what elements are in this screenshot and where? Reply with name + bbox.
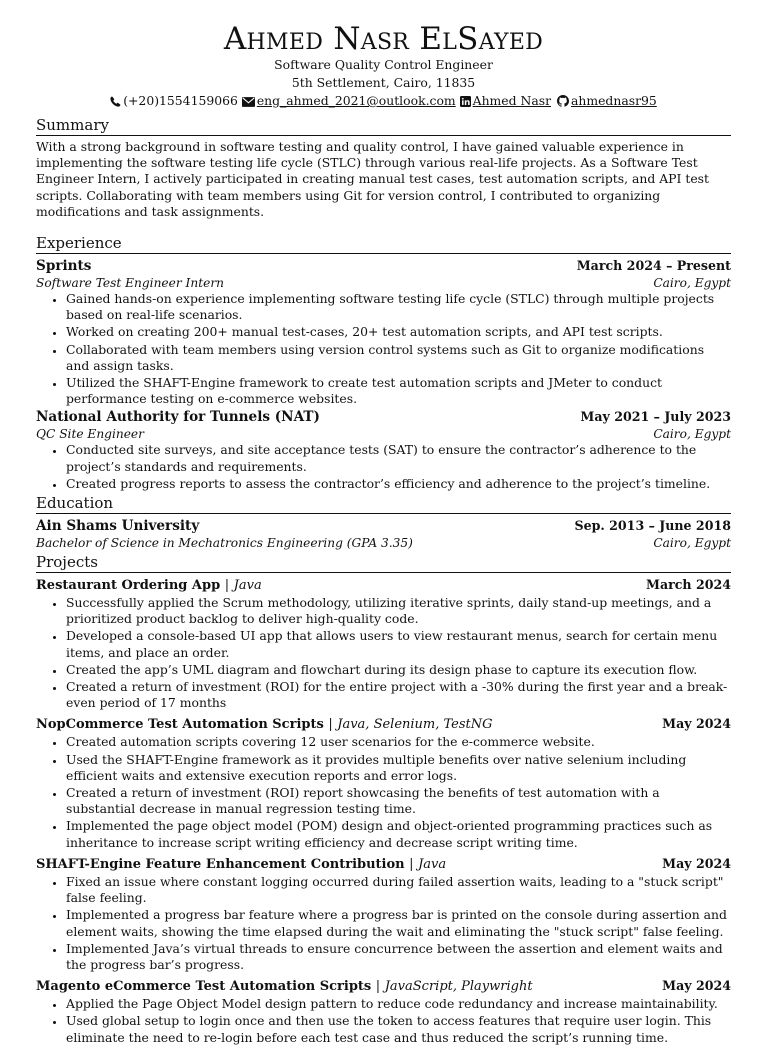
bullet-item: • Implemented a progress bar feature where a progress bar is printed on the console during assertion and element waits, showing the time elapsed during the wait and eliminating the "stuck script" false feeling. bbox=[66, 907, 731, 939]
github-link[interactable]: ahmednasr95 bbox=[570, 93, 657, 108]
job-location: Cairo, Egypt bbox=[653, 427, 731, 442]
school-name: Ain Shams University bbox=[36, 518, 200, 535]
education-entry bbox=[36, 517, 731, 551]
project-tech: Java, Selenium, TestNG bbox=[337, 717, 493, 733]
project-bullets bbox=[36, 734, 731, 850]
bullet-item: • Created automation scripts covering 12 user scenarios for the e-commerce website. bbox=[66, 734, 731, 750]
bullet-item: • Collaborated with team members using version control systems such as Git to organize modifications and assign tasks. bbox=[66, 342, 731, 374]
job-role: Software Test Engineer Intern bbox=[36, 276, 224, 291]
project-bullets bbox=[36, 874, 731, 973]
company-name: National Authority for Tunnels (NAT) bbox=[36, 409, 320, 426]
phone-item bbox=[110, 93, 242, 108]
bullet-item: • Fixed an issue where constant logging occurred during failed assertion waits, leading to a "stuck script" false feeling. bbox=[66, 874, 731, 906]
linkedin-item[interactable] bbox=[460, 93, 555, 108]
summary-text: With a strong background in software testing and quality control, I have gained valuable experience in implementing the software testing life cycle (STLC) through various real-life projects. As a Software Test Engineer Intern, I actively participated in creating manual test cases, test automation scripts, and API test scripts. Collaborating with team members using Git for version control, I contributed to organizing modifications and task assignments. bbox=[36, 139, 709, 219]
project-entry: Restaurant Ordering App | Java March 2024 • Successfully applied the Scrum methodology, utilizing iterative sprints, daily stand-up meetings, and a prioritized product backlog to deliver high-quality code. • Developed a console-based UI app that allows users to view restaurant menus, search for certain menu items, and place an order. • Created the app’s UML diagram and flowchart during its design phase to capture its execution flow. • Created a return of investment (ROI) for the entire project with a -30% during the first year and a break-even period of 17 months bbox=[36, 577, 731, 711]
job-title: Software Quality Control Engineer bbox=[274, 57, 493, 72]
resume-page bbox=[36, 0, 731, 1047]
job-bullets bbox=[36, 291, 731, 407]
candidate-name: Ahmed Nasr ElSayed bbox=[223, 21, 544, 57]
bullet-item: • Applied the Page Object Model design pattern to reduce code redundancy and increase maintainability. bbox=[66, 996, 731, 1012]
job-bullets bbox=[36, 442, 731, 492]
address: 5th Settlement, Cairo, 11835 bbox=[291, 75, 476, 90]
summary-heading: Summary bbox=[36, 116, 731, 136]
bullet-item: • Successfully applied the Scrum methodology, utilizing iterative sprints, daily stand-up meetings, and a prioritized product backlog to deliver high-quality code. bbox=[66, 595, 731, 627]
job-dates: March 2024 – Present bbox=[576, 258, 731, 274]
project-bullets bbox=[36, 996, 731, 1046]
project-tech: Java bbox=[418, 856, 447, 872]
bullet-item: • Created a return of investment (ROI) report showcasing the benefits of test automation with a substantial decrease in manual regression testing time. bbox=[66, 785, 731, 817]
project-name: Restaurant Ordering App bbox=[36, 578, 221, 594]
bullet-item: • Created a return of investment (ROI) for the entire project with a -30% during the first year and a break-even period of 17 months bbox=[66, 679, 731, 711]
degree: Bachelor of Science in Mechatronics Engineering (GPA 3.35) bbox=[36, 536, 413, 551]
bullet-item: • Used the SHAFT-Engine framework as it provides multiple benefits over native selenium including efficient waits and extensive execution reports and error logs. bbox=[66, 752, 731, 784]
bullet-item: • Created progress reports to assess the contractor’s efficiency and adherence to the project’s timeline. bbox=[66, 476, 731, 492]
email-item[interactable] bbox=[242, 93, 460, 108]
project-name: Magento eCommerce Test Automation Scripts bbox=[36, 979, 372, 995]
company-name: Sprints bbox=[36, 258, 92, 275]
project-name: NopCommerce Test Automation Scripts bbox=[36, 717, 324, 733]
project-date: March 2024 bbox=[646, 577, 731, 593]
project-bullets bbox=[36, 595, 731, 711]
resume-header bbox=[36, 22, 731, 110]
job-role: QC Site Engineer bbox=[36, 427, 144, 442]
projects-heading: Projects bbox=[36, 553, 731, 573]
bullet-item: • Used global setup to login once and then use the token to access features that require user login. This eliminate the need to re-login before each test case and thus reduced the script’s running time. bbox=[66, 1013, 731, 1045]
email-link[interactable]: eng_ahmed_2021@outlook.com bbox=[256, 93, 456, 108]
project-date: May 2024 bbox=[662, 855, 731, 871]
phone-icon bbox=[110, 96, 121, 107]
education-dates: Sep. 2013 – June 2018 bbox=[574, 518, 731, 534]
job-entry bbox=[36, 408, 731, 492]
linkedin-link[interactable]: Ahmed Nasr bbox=[472, 93, 552, 108]
phone-text: (+20)1554159066 bbox=[123, 93, 238, 108]
education-location: Cairo, Egypt bbox=[653, 536, 731, 551]
bullet-item: • Created the app’s UML diagram and flowchart during its design phase to capture its execution flow. bbox=[66, 662, 731, 678]
education-heading: Education bbox=[36, 494, 731, 514]
bullet-item: • Worked on creating 200+ manual test-cases, 20+ test automation scripts, and API test scripts. bbox=[66, 324, 731, 340]
bullet-item: • Utilized the SHAFT-Engine framework to create test automation scripts and JMeter to conduct performance testing on e-commerce websites. bbox=[66, 375, 731, 407]
github-item[interactable] bbox=[555, 93, 657, 108]
job-dates: May 2021 – July 2023 bbox=[580, 409, 731, 425]
bullet-item: • Conducted site surveys, and site acceptance tests (SAT) to ensure the contractor’s adherence to the project’s standards and requirements. bbox=[66, 442, 731, 474]
linkedin-icon bbox=[460, 96, 471, 107]
bullet-item: • Gained hands-on experience implementing software testing life cycle (STLC) through multiple projects based on real-life scenarios. bbox=[66, 291, 731, 323]
job-location: Cairo, Egypt bbox=[653, 276, 731, 291]
project-entry: NopCommerce Test Automation Scripts | Java, Selenium, TestNG May 2024 • Created automation scripts covering 12 user scenarios for the e-commerce website. • Used the SHAFT-Engine framework as it provides multiple benefits over native selenium including efficient waits and extensive execution reports and error logs. • Created a return of investment (ROI) report showcasing the benefits of test automation with a substantial decrease in manual regression testing time. • Implemented the page object model (POM) design and object-oriented programming practices such as inheritance to increase script writing efficiency and decrease script writing time. bbox=[36, 716, 731, 850]
project-date: May 2024 bbox=[662, 716, 731, 732]
experience-heading: Experience bbox=[36, 234, 731, 254]
project-date: May 2024 bbox=[662, 978, 731, 994]
project-entry: SHAFT-Engine Feature Enhancement Contribution | Java May 2024 • Fixed an issue where constant logging occurred during failed assertion waits, leading to a "stuck script" false feeling. • Implemented a progress bar feature where a progress bar is printed on the console during assertion and element waits, showing the time elapsed during the wait and eliminating the "stuck script" false feeling. • Implemented Java’s virtual threads to ensure concurrence between the assertion and element waits and the progress bar’s progress. bbox=[36, 856, 731, 973]
project-name: SHAFT-Engine Feature Enhancement Contribution bbox=[36, 856, 405, 872]
contact-line bbox=[36, 92, 731, 110]
envelope-icon bbox=[242, 97, 255, 107]
github-icon bbox=[557, 95, 569, 107]
job-entry bbox=[36, 257, 731, 407]
project-tech: JavaScript, Playwright bbox=[384, 979, 533, 995]
bullet-item: • Implemented Java’s virtual threads to ensure concurrence between the assertion and element waits and the progress bar’s progress. bbox=[66, 941, 731, 973]
bullet-item: • Implemented the page object model (POM) design and object-oriented programming practices such as inheritance to increase script writing efficiency and decrease script writing time. bbox=[66, 818, 731, 850]
project-tech: Java bbox=[233, 578, 262, 594]
project-entry: Magento eCommerce Test Automation Scripts | JavaScript, Playwright May 2024 • Applied the Page Object Model design pattern to reduce code redundancy and increase maintainability. • Used global setup to login once and then use the token to access features that require user login. This eliminate the need to re-login before each test case and thus reduced the script’s running time. bbox=[36, 978, 731, 1046]
bullet-item: • Developed a console-based UI app that allows users to view restaurant menus, search for certain menu items, and place an order. bbox=[66, 628, 731, 660]
